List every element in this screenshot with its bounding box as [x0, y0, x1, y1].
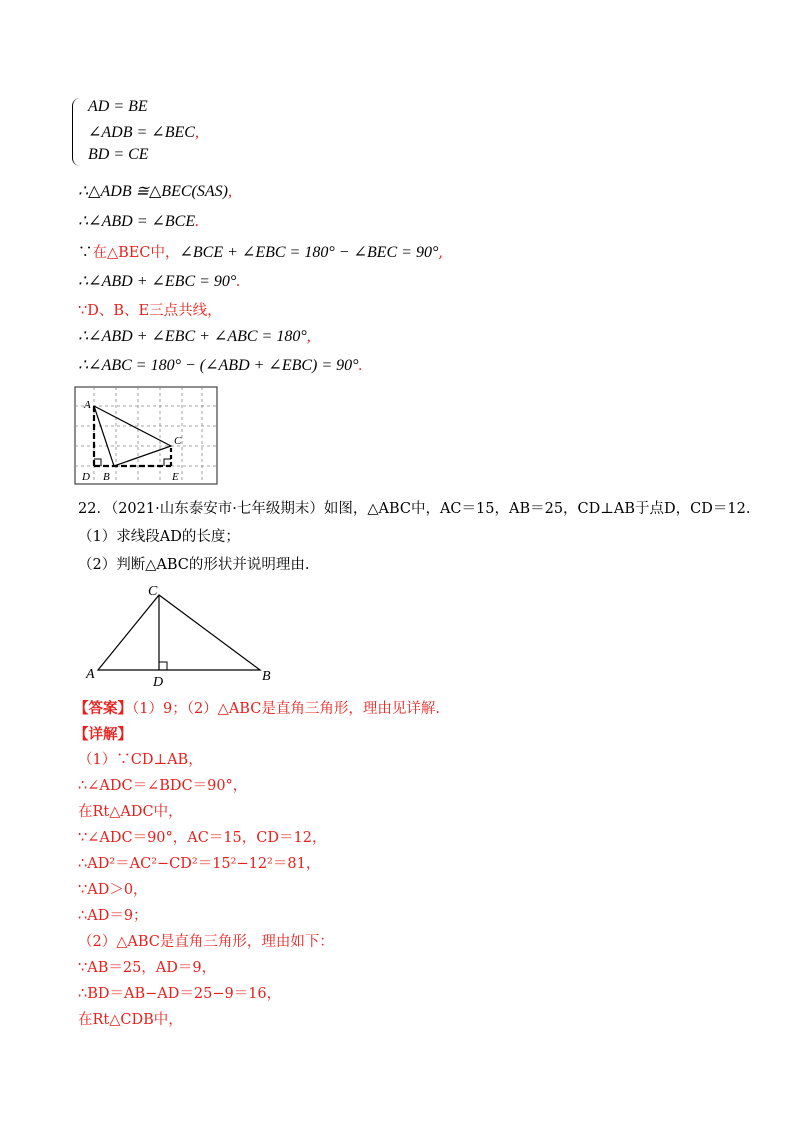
solution-line-4: ∵∠ADC＝90°，AC＝15，CD＝12，	[78, 830, 327, 846]
proof-step-6	[78, 327, 311, 347]
proof-step-2	[78, 212, 199, 232]
grid-label-a: A	[84, 399, 91, 411]
solution-line-1: （1）∵CD⊥AB，	[78, 752, 203, 768]
step-4-math: ∴∠ABD + ∠EBC = 90°	[78, 273, 237, 290]
solution-line-3: 在Rt△ADC中，	[78, 804, 183, 820]
detail-tag: 【详解】	[74, 726, 132, 743]
step-2-math: ∴∠ABD = ∠BCE	[78, 213, 196, 230]
step-3-pre: ∵	[78, 245, 93, 261]
question-stem: 22．（2021·山东泰安市·七年级期末）如图，△ABC中，AC＝15，AB＝25，CD⊥AB于点D，CD＝12.	[78, 501, 751, 517]
proof-step-5: ∵D、B、E三点共线，	[78, 303, 222, 319]
step-7-math: ∴∠ABC = 180° − (∠ABD + ∠EBC) = 90°	[78, 357, 359, 374]
step-1-math: ∴△ADB ≅△BEC(SAS)	[78, 183, 228, 200]
triangle-figure	[78, 578, 288, 690]
step-3-math: ∠BCE + ∠EBC = 180° − ∠BEC = 90°	[179, 244, 439, 261]
step-6-math: ∴∠ABD + ∠EBC + ∠ABC = 180°	[78, 328, 307, 345]
grid-label-e: E	[172, 471, 179, 483]
system-brace	[72, 98, 83, 166]
step-7-tail: .	[358, 357, 363, 374]
step-6-tail: ,	[306, 328, 311, 345]
solution-line-11: 在Rt△CDB中，	[78, 1012, 183, 1028]
system-eq-3: BD = CE	[88, 146, 149, 163]
answer-tag: 【答案】	[74, 700, 132, 717]
triangle-label-a: A	[86, 667, 95, 682]
solution-line-8: （2）△ABC是直角三角形，理由如下：	[78, 934, 334, 950]
step-3-red: 在△BEC中，	[92, 245, 180, 261]
solution-line-5: ∴AD²＝AC²−CD²＝15²−12²＝81，	[78, 856, 321, 872]
grid-figure	[74, 386, 219, 486]
question-part-1: （1）求线段AD的长度；	[78, 529, 240, 545]
solution-line-7: ∴AD＝9；	[78, 908, 148, 924]
solution-line-2: ∴∠ADC＝∠BDC＝90°，	[78, 778, 248, 794]
triangle-label-d: D	[153, 675, 164, 690]
proof-step-7	[78, 356, 363, 376]
triangle-label-b: B	[262, 669, 271, 684]
proof-step-4	[78, 272, 240, 292]
triangle-label-c: C	[148, 584, 158, 599]
step-3-tail: ,	[438, 245, 443, 261]
solution-line-9: ∵AB＝25，AD＝9，	[78, 960, 217, 976]
system-eq-2	[88, 122, 199, 142]
question-part-2: （2）判断△ABC的形状并说明理由.	[78, 557, 310, 573]
answer-line	[74, 699, 440, 719]
grid-label-b: B	[103, 471, 110, 483]
step-2-tail: .	[195, 213, 200, 230]
system-eq-1: AD = BE	[88, 98, 148, 115]
proof-step-3	[78, 243, 443, 263]
grid-label-d: D	[82, 471, 90, 483]
proof-step-1	[78, 182, 232, 202]
solution-line-6: ∵AD＞0，	[78, 882, 148, 898]
solution-line-10: ∴BD＝AB−AD＝25−9＝16，	[78, 986, 282, 1002]
answer-text: （1）9；（2）△ABC是直角三角形，理由见详解.	[132, 701, 440, 717]
step-1-tail: ,	[227, 183, 232, 200]
system-eq-2-text: ∠ADB = ∠BEC	[88, 124, 195, 141]
step-4-tail: .	[236, 273, 241, 290]
system-tail: ,	[194, 124, 199, 141]
grid-label-c: C	[174, 435, 182, 447]
